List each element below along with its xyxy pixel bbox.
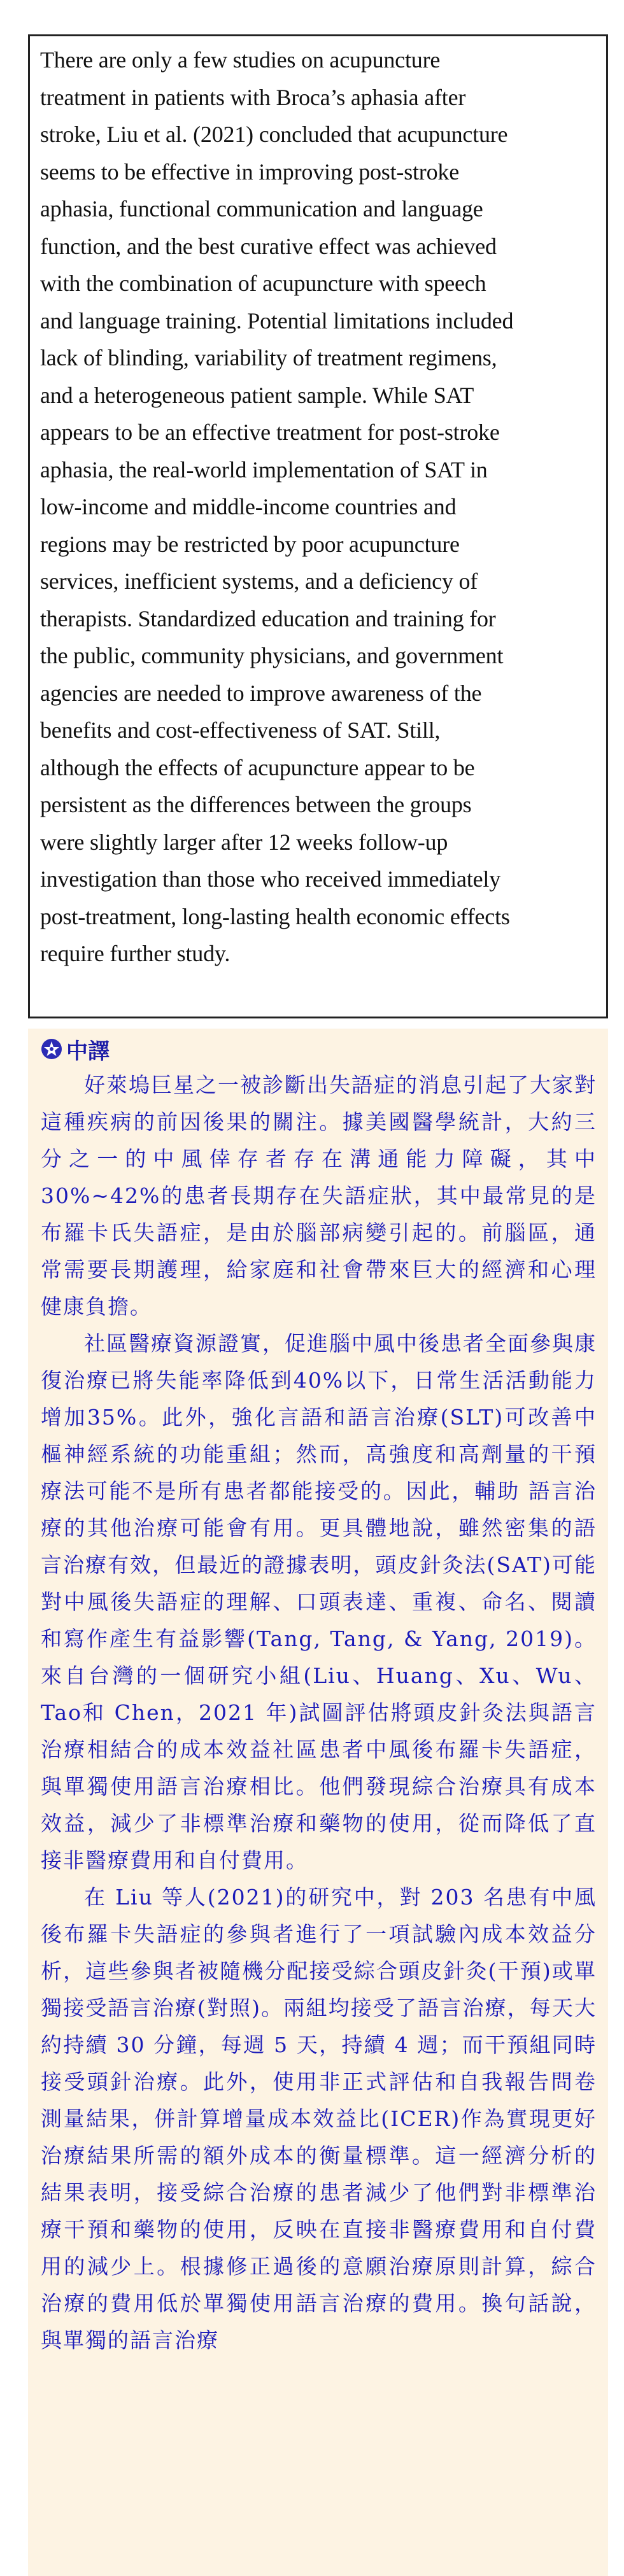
chinese-translation-section	[28, 1029, 608, 2576]
flower-bullet-icon	[41, 1038, 62, 1060]
chinese-paragraph: 社區醫療資源證實，促進腦中風中後患者全面參與康復治療已將失能率降低到40%以下，日常生活活動能力增加35%。此外，強化言語和語言治療(SLT)可改善中樞神經系統的功能重組；然而，高強度和高劑量的干預療法可能不是所有患者都能接受的。因此，輔助 語言治療的其他治療可能會有用。更具體地說，雖然密集的語言治療有效，但最近的證據表明，頭皮針灸法(SAT)可能對中風後失語症的理解、口頭表達、重複、命名、閱讀和寫作產生有益影響(Tang, Tang, & Yang, 2019)。來自台灣的一個研究小組(Liu、Huang、Xu、Wu、Tao和 Chen，2021 年)試圖評估將頭皮針灸法與語言治療相結合的成本效益社區患者中風後布羅卡失語症，與單獨使用語言治療相比。他們發現綜合治療具有成本效益，減少了非標準治療和藥物的使用，從而降低了直接非醫療費用和自付費用。	[41, 1331, 597, 1873]
chinese-paragraph: 好萊塢巨星之一被診斷出失語症的消息引起了大家對這種疾病的前因後果的關注。據美國醫學統計，大約三分之一的中風倖存者存在溝通能力障礙，其中30%~42%的患者長期存在失語症狀，其中最常見的是布羅卡氏失語症，是由於腦部病變引起的。前腦區，通常需要長期護理，給家庭和社會帶來巨大的經濟和心理健康負擔。	[41, 1073, 597, 1319]
chinese-translation-body	[41, 1067, 597, 2359]
english-passage-box	[28, 34, 608, 1018]
chinese-translation-label: 中譯	[66, 1038, 110, 1064]
chinese-paragraph: 在 Liu 等人(2021)的研究中，對 203 名患有中風後布羅卡失語症的參與者進行了一項試驗內成本效益分析，這些參與者被隨機分配接受綜合頭皮針灸(干預)或單獨接受語言治療(對照)。兩組均接受了語言治療，每天大約持續 30 分鐘，每週 5 天，持續 4 週；而干預組同時接受頭針治療。此外，使用非正式評估和自我報告問卷測量結果，併計算增量成本效益比(ICER)作為實現更好治療結果所需的額外成本的衡量標準。這一經濟分析的結果表明，接受綜合治療的患者減少了他們對非標準治療干預和藥物的使用，反映在直接非醫療費用和自付費用的減少上。根據修正過後的意願治療原則計算，綜合治療的費用低於單獨使用語言治療的費用。換句話說，與單獨的語言治療	[41, 1885, 597, 2353]
chinese-translation-header	[41, 1035, 597, 1063]
english-passage-text: There are only a few studies on acupuncture treatment in patients with Broca’s aphasia after stroke, Liu et al. (2021) concluded that acupuncture seems to be effective in improving post-stroke aphasia, functional communication and language function, and the best curative effect was achieved with the combination of acupuncture with speech and language training. Potential limitations included lack of blinding, variability of treatment regimens, and a heterogeneous patient sample. While SAT appears to be an effective treatment for post-stroke aphasia, the real-world implementation of SAT in low-income and middle-income countries and regions may be restricted by poor acupuncture services, inefficient systems, and a deficiency of therapists. Standardized education and training for the public, community physicians, and government agencies are needed to improve awareness of the benefits and cost-effectiveness of SAT. Still, although the effects of acupuncture appear to be persistent as the differences between the groups were slightly larger after 12 weeks follow-up investigation than those who received immediately post-treatment, long-lasting health economic effects require further study.	[40, 47, 514, 966]
